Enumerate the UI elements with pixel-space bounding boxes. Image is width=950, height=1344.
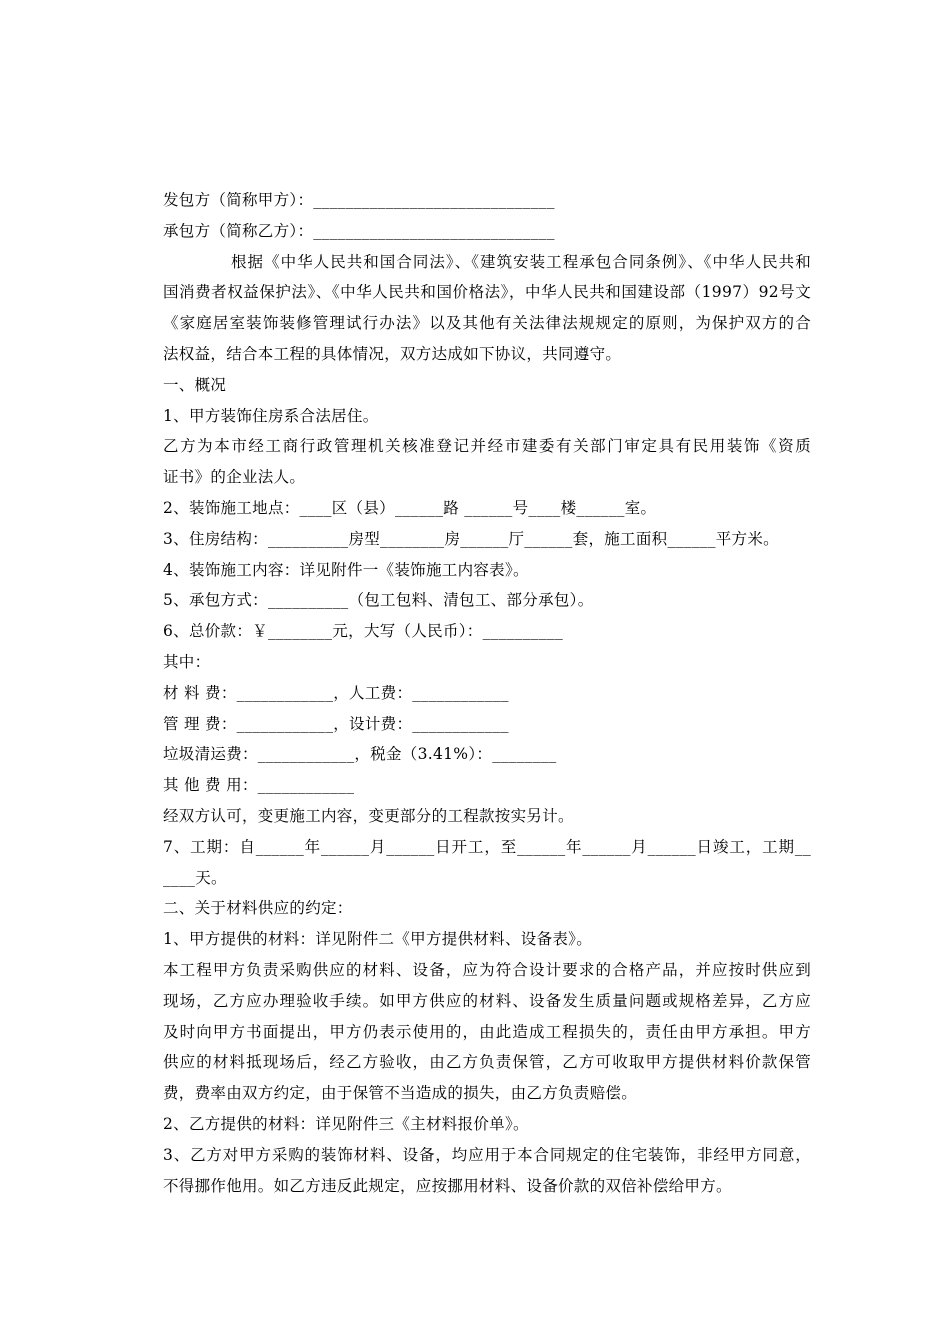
fee-line-other: 其 他 费 用：____________ xyxy=(163,776,355,795)
item-1-detail-line-2: 证书》的企业法人。 xyxy=(163,468,306,487)
contract-document xyxy=(163,185,811,1201)
preamble-line-1: 根据《中华人民共和国合同法》、《建筑安装工程承包合同条例》、《中华人民共和 xyxy=(231,252,811,271)
item-7-line-1: 7、工期：自______年______月______日开工，至______年______月______日竣工，工期__ xyxy=(163,837,811,856)
s2-item-3-line-1: 3、乙方对甲方采购的装饰材料、设备，均应用于本合同规定的住宅装饰，非经甲方同意， xyxy=(163,1145,811,1164)
s2-item-3-line-2: 不得挪作他用。如乙方违反此规定，应按挪用材料、设备价款的双倍补偿给甲方。 xyxy=(163,1176,732,1195)
s2-item-1-detail-line-4: 供应的材料抵现场后，经乙方验收，由乙方负责保管，乙方可收取甲方提供材料价款保管 xyxy=(163,1053,811,1072)
change-note: 经双方认可，变更施工内容，变更部分的工程款按实另计。 xyxy=(163,806,574,825)
section-2-title: 二、关于材料供应的约定： xyxy=(163,899,353,918)
preamble-line-4: 法权益，结合本工程的具体情况，双方达成如下协议，共同遵守。 xyxy=(163,344,622,363)
item-5: 5、承包方式：__________（包工包料、清包工、部分承包）。 xyxy=(163,591,594,610)
item-1: 1、甲方装饰住房系合法居住。 xyxy=(163,406,379,425)
item-4: 4、装饰施工内容：详见附件一《装饰施工内容表》。 xyxy=(163,560,529,579)
s2-item-1-detail-line-3: 及时向甲方书面提出，甲方仍表示使用的，由此造成工程损失的，责任由甲方承担。甲方 xyxy=(163,1022,811,1041)
item-7-line-2: ____天。 xyxy=(163,868,227,887)
section-1-title: 一、概况 xyxy=(163,375,227,394)
preamble-line-3: 《家庭居室装饰装修管理试行办法》以及其他有关法律法规规定的原则，为保护双方的合 xyxy=(163,314,811,333)
item-2: 2、装饰施工地点：____区（县）______路 ______号____楼______室。 xyxy=(163,498,657,517)
item-3: 3、住房结构：__________房型________房______厅______套，施工面积______平方米。 xyxy=(163,529,779,548)
s2-item-1-detail-line-1: 本工程甲方负责采购供应的材料、设备，应为符合设计要求的合格产品，并应按时供应到 xyxy=(163,960,811,979)
preamble-line-2: 国消费者权益保护法》、《中华人民共和国价格法》，中华人民共和国建设部（1997）92号文 xyxy=(163,283,811,302)
s2-item-1-detail-line-5: 费，费率由双方约定，由于保管不当造成的损失，由乙方负责赔偿。 xyxy=(163,1084,638,1103)
s2-item-1-detail-line-2: 现场，乙方应办理验收手续。如甲方供应的材料、设备发生质量问题或规格差异，乙方应 xyxy=(163,991,811,1010)
item-6: 6、总价款：￥________元，大写（人民币）：__________ xyxy=(163,622,564,641)
s2-item-2: 2、乙方提供的材料：详见附件三《主材料报价单》。 xyxy=(163,1114,529,1133)
fee-line-waste: 垃圾清运费：____________，税金（3.41%）：________ xyxy=(163,745,557,764)
party-b-line: 承包方（简称乙方）：______________________________ xyxy=(163,221,555,240)
item-1-detail-line-1: 乙方为本市经工商行政管理机关核准登记并经市建委有关部门审定具有民用装饰《资质 xyxy=(163,437,811,456)
fee-line-materials: 材 料 费：____________，人工费：____________ xyxy=(163,683,509,702)
item-6-sub: 其中： xyxy=(163,652,211,671)
fee-line-management: 管 理 费：____________，设计费：____________ xyxy=(163,714,509,733)
party-a-line: 发包方（简称甲方）：______________________________ xyxy=(163,191,555,209)
s2-item-1: 1、甲方提供的材料：详见附件二《甲方提供材料、设备表》。 xyxy=(163,930,593,949)
